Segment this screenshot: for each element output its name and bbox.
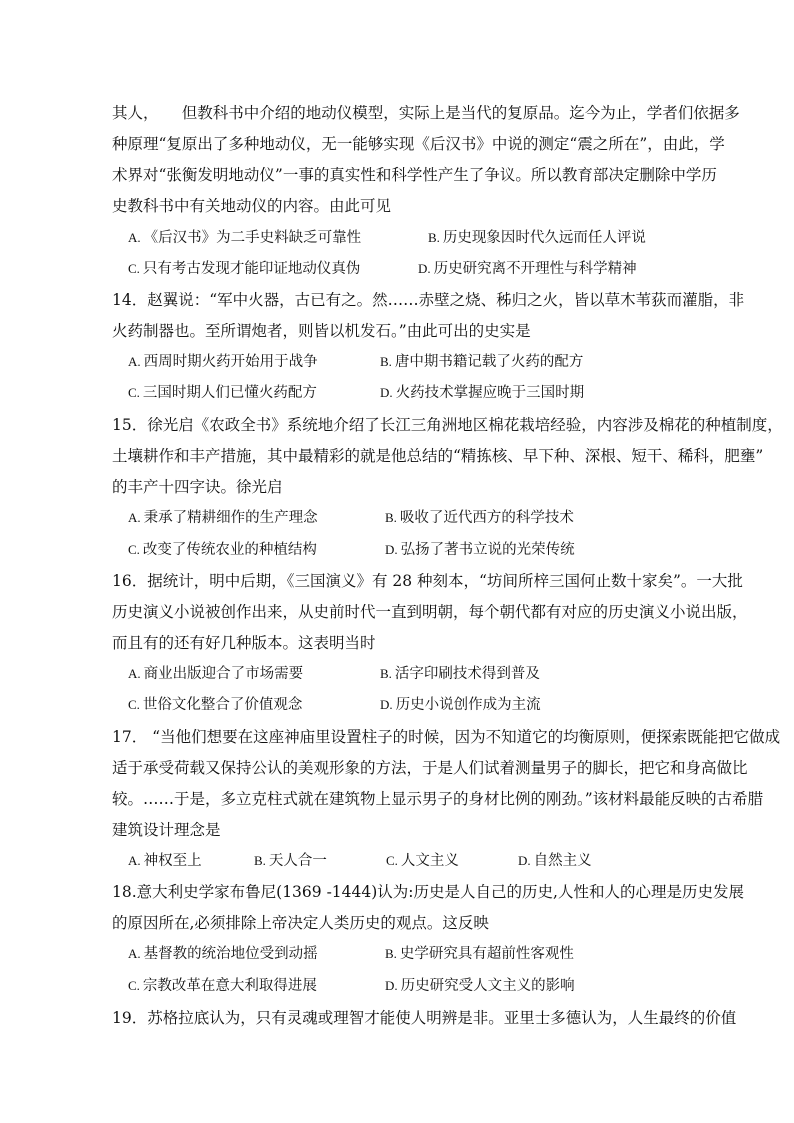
- q13-option-d: [418, 259, 637, 279]
- option-key: D.: [380, 697, 393, 712]
- option-key: D.: [518, 853, 531, 868]
- option-text: 历史研究离不开理性与科学精神: [433, 261, 637, 277]
- q18-option-d: [385, 976, 575, 996]
- option-key: A.: [128, 510, 141, 525]
- q14-line-2: 火药制器也。至所谓炮者，则皆以机发石。”由此可出的史实是: [112, 322, 531, 340]
- q13-option-a: [128, 228, 361, 248]
- option-text: 历史现象因时代久远而任人评说: [442, 230, 646, 246]
- q16-option-a: [128, 664, 303, 684]
- q15-option-c: [128, 540, 317, 560]
- option-key: A.: [128, 230, 141, 245]
- q13-line-2: 种原理“复原出了多种地动仪，无一能够实现《后汉书》中说的测定“震之所在”，由此，学: [112, 135, 725, 153]
- option-key: B.: [380, 354, 392, 369]
- option-text: 天人合一: [268, 853, 327, 869]
- option-text: 秉承了精耕细作的生产理念: [143, 510, 318, 526]
- q15-option-d: [385, 540, 575, 560]
- option-text: 活字印刷技术得到普及: [394, 666, 540, 682]
- option-text: 西周时期火药开始用于战争: [143, 354, 318, 370]
- option-key: B.: [254, 853, 266, 868]
- q15-line-1: 15．徐光启《农政全书》系统地介绍了长江三角洲地区棉花栽培经验，内容涉及棉花的种植制度，: [112, 416, 783, 434]
- q16-line-3: 而且有的还有好几种版本。这表明当时: [112, 634, 376, 652]
- option-key: B.: [385, 510, 397, 525]
- q17-option-a: [128, 851, 202, 871]
- option-text: 吸收了近代西方的科学技术: [399, 510, 574, 526]
- q16-option-d: [380, 695, 541, 715]
- q14-option-c: [128, 383, 317, 403]
- q14-option-d: [380, 383, 584, 403]
- q16-line-1: 16．据统计，明中后期，《三国演义》有 28 种刻本，“坊间所梓三国何止数十家矣”。一大批: [112, 572, 743, 590]
- q17-line-4: 建筑设计理念是: [112, 821, 221, 839]
- option-text: 历史小说创作成为主流: [395, 697, 541, 713]
- q13-option-c: [128, 259, 360, 279]
- q18-option-a: [128, 944, 318, 964]
- option-text: 世俗文化整合了价值观念: [142, 697, 303, 713]
- option-text: 自然主义: [533, 853, 592, 869]
- q15-line-2: 土壤耕作和丰产措施，其中最精彩的就是他总结的“精拣核、早下种、深根、短干、稀科，肥壅”: [112, 447, 764, 465]
- q19-line-1: 19．苏格拉底认为，只有灵魂或理智才能使人明辨是非。亚里士多德认为，人生最终的价值: [112, 1009, 737, 1027]
- q18-option-c: [128, 976, 317, 996]
- q13-line-3: 术界对“张衡发明地动仪”一事的真实性和科学性产生了争议。所以教育部决定删除中学历: [112, 166, 717, 184]
- q15-line-3: 的丰产十四字诀。徐光启: [112, 478, 283, 496]
- q17-line-2: 适于承受荷载又保持公认的美观形象的方法，于是人们试着测量男子的脚长，把它和身高做比: [112, 759, 748, 777]
- q16-line-2: 历史演义小说被创作出来，从史前时代一直到明朝，每个朝代都有对应的历史演义小说出版，: [112, 603, 748, 621]
- option-text: 基督教的统治地位受到动摇: [143, 946, 318, 962]
- option-text: 历史研究受人文主义的影响: [400, 978, 575, 994]
- q13-line-1: 其人， 但教科书中介绍的地动仪模型，实际上是当代的复原品。迄今为止，学者们依据多: [112, 104, 740, 122]
- q16-option-c: [128, 695, 302, 715]
- option-text: 三国时期人们已懂火药配方: [142, 385, 317, 401]
- option-key: D.: [385, 978, 398, 993]
- option-text: 火药技术掌握应晚于三国时期: [395, 385, 585, 401]
- q16-option-b: [380, 664, 540, 684]
- q13-option-b: [428, 228, 646, 248]
- option-key: B.: [385, 946, 397, 961]
- option-text: 宗教改革在意大利取得进展: [142, 978, 317, 994]
- q17-option-d: [518, 851, 592, 871]
- option-text: 史学研究具有超前性客观性: [399, 946, 574, 962]
- q14-option-b: [380, 352, 583, 372]
- option-key: D.: [385, 542, 398, 557]
- option-key: C.: [128, 697, 140, 712]
- option-text: 神权至上: [143, 853, 202, 869]
- q17-option-c: [386, 851, 459, 871]
- option-text: 改变了传统农业的种植结构: [142, 542, 317, 558]
- q18-line-2: 的原因所在,必须排除上帝决定人类历史的观点。这反映: [112, 914, 489, 932]
- option-key: B.: [380, 666, 392, 681]
- option-key: C.: [128, 261, 140, 276]
- q18-line-1: 18.意大利史学家布鲁尼(1369 -1444)认为:历史是人自己的历史,人性和人的心理是历史发展: [112, 883, 744, 901]
- option-key: A.: [128, 946, 141, 961]
- option-key: B.: [428, 230, 440, 245]
- option-text: 《后汉书》为二手史料缺乏可靠性: [143, 230, 362, 246]
- q13-line-4: 史教科书中有关地动仪的内容。由此可见: [112, 197, 392, 215]
- option-key: C.: [386, 853, 398, 868]
- option-text: 弘扬了著书立说的光荣传统: [400, 542, 575, 558]
- q15-option-b: [385, 508, 574, 528]
- option-key: A.: [128, 853, 141, 868]
- option-key: C.: [128, 542, 140, 557]
- option-key: A.: [128, 666, 141, 681]
- q17-line-1: 17． “当他们想要在这座神庙里设置柱子的时候，因为不知道它的均衡原则，便探索既能把它做成: [112, 728, 781, 746]
- option-key: D.: [418, 261, 431, 276]
- q15-option-a: [128, 508, 318, 528]
- option-text: 人文主义: [400, 853, 459, 869]
- q18-option-b: [385, 944, 574, 964]
- option-key: C.: [128, 385, 140, 400]
- option-key: C.: [128, 978, 140, 993]
- option-key: D.: [380, 385, 393, 400]
- q17-line-3: 较。……于是，多立克柱式就在建筑物上显示男子的身材比例的刚劲。”该材料最能反映的古希腊: [112, 790, 764, 808]
- option-text: 商业出版迎合了市场需要: [143, 666, 304, 682]
- q14-line-1: 14．赵翼说：“军中火器，古已有之。然……赤壁之烧、秭归之火，皆以草木苇荻而灌脂，非: [112, 291, 745, 309]
- option-text: 只有考古发现才能印证地动仪真伪: [142, 261, 361, 277]
- option-key: A.: [128, 354, 141, 369]
- q17-option-b: [254, 851, 327, 871]
- option-text: 唐中期书籍记载了火药的配方: [394, 354, 584, 370]
- q14-option-a: [128, 352, 318, 372]
